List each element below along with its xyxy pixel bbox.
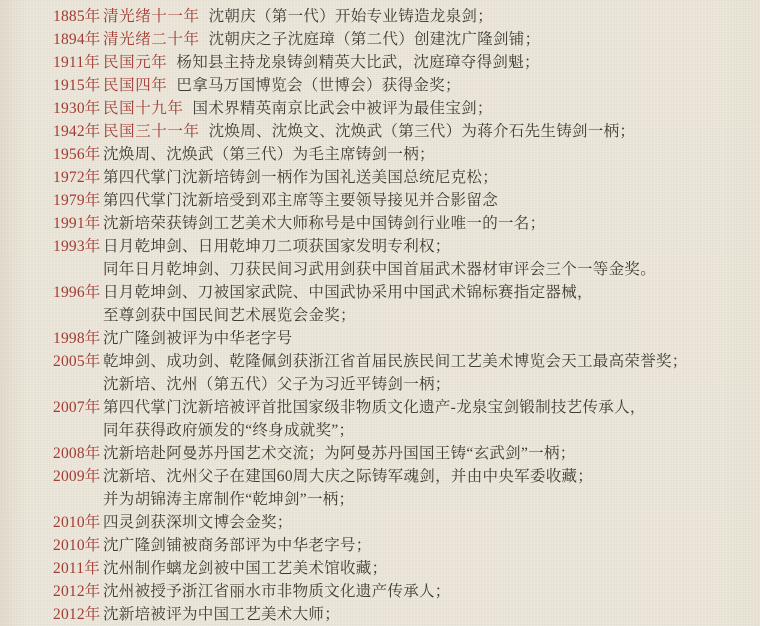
entry-text: 沈新培赴阿曼苏丹国艺术交流；为阿曼苏丹国国王铸“玄武剑”一柄； xyxy=(103,445,576,462)
entry-text: 日月乾坤剑、刀被国家武院、中国武协采用中国武术锦标赛指定器械， xyxy=(103,284,593,301)
entry-year: 2009年 xyxy=(53,468,101,485)
timeline-entry xyxy=(53,304,760,327)
entry-text: 第四代掌门沈新培被评首批国家级非物质文化遗产-龙泉宝剑锻制技艺传承人， xyxy=(103,399,646,416)
entry-year: 1930年 xyxy=(53,100,101,117)
entry-year: 2005年 xyxy=(53,353,101,370)
entry-year: 1991年 xyxy=(53,215,101,232)
entry-year: 2007年 xyxy=(53,399,101,416)
timeline-entry xyxy=(53,74,760,97)
timeline-entry xyxy=(53,580,760,603)
entry-text: 乾坤剑、成功剑、乾隆佩剑获浙江省首届民族民间工艺美术博览会天工最高荣誉奖； xyxy=(103,353,688,370)
entry-year: 2012年 xyxy=(53,583,101,600)
entry-text: 沈广隆剑铺被商务部评为中华老字号； xyxy=(103,537,372,554)
entry-text: 第四代掌门沈新培受到邓主席等主要领导接见并合影留念 xyxy=(103,192,499,209)
entry-era: 民国三十一年 xyxy=(103,123,200,140)
timeline-entry xyxy=(53,235,760,258)
entry-era: 民国四年 xyxy=(103,77,168,94)
entry-year: 1885年 xyxy=(53,8,101,25)
timeline-entry xyxy=(53,373,760,396)
entry-text: 沈新培荣获铸剑工艺美术大师称号是中国铸剑行业唯一的一名； xyxy=(103,215,546,232)
entry-text: 沈新培被评为中国工艺美术大师； xyxy=(103,606,341,623)
entry-year: 1996年 xyxy=(53,284,101,301)
entry-text: 沈焕周、沈焕武（第三代）为毛主席铸剑一柄； xyxy=(103,146,435,163)
entry-text: 沈州制作螭龙剑被中国工艺美术馆收藏； xyxy=(103,560,388,577)
timeline-entry xyxy=(53,557,760,580)
timeline-entry xyxy=(53,166,760,189)
entry-text: 巴拿马万国博览会（世博会）获得金奖； xyxy=(176,77,461,94)
timeline-list xyxy=(53,5,760,626)
entry-text: 至尊剑获中国民间艺术展览会金奖； xyxy=(103,307,356,324)
entry-year: 1915年 xyxy=(53,77,101,94)
entry-year: 2010年 xyxy=(53,537,101,554)
timeline-entry xyxy=(53,189,760,212)
entry-era: 清光绪二十年 xyxy=(103,31,200,48)
entry-year: 1993年 xyxy=(53,238,101,255)
entry-era: 民国十九年 xyxy=(103,100,184,117)
entry-year: 1956年 xyxy=(53,146,101,163)
entry-text: 杨知县主持龙泉铸剑精英大比武，沈庭璋夺得剑魁； xyxy=(176,54,540,71)
entry-text: 第四代掌门沈新培铸剑一柄作为国礼送美国总统尼克松； xyxy=(103,169,499,186)
entry-text: 四灵剑获深圳文博会金奖； xyxy=(103,514,293,531)
timeline-entry xyxy=(53,488,760,511)
entry-text: 沈焕周、沈焕文、沈焕武（第三代）为蒋介石先生铸剑一柄； xyxy=(208,123,636,140)
entry-text: 同年日月乾坤剑、刀获民间习武用剑获中国首届武术器材审评会三个一等金奖。 xyxy=(103,261,657,278)
timeline-entry xyxy=(53,51,760,74)
entry-text: 沈新培、沈州父子在建国60周大庆之际铸军魂剑，并由中央军委收藏； xyxy=(103,468,594,485)
entry-year: 2008年 xyxy=(53,445,101,462)
timeline-entry xyxy=(53,120,760,143)
entry-text: 沈新培、沈州（第五代）父子为习近平铸剑一柄； xyxy=(103,376,451,393)
entry-year: 2012年 xyxy=(53,606,101,623)
entry-text: 沈州被授予浙江省丽水市非物质文化遗产传承人； xyxy=(103,583,451,600)
timeline-entry xyxy=(53,603,760,626)
timeline-entry xyxy=(53,143,760,166)
timeline-entry xyxy=(53,419,760,442)
timeline-entry xyxy=(53,212,760,235)
timeline-entry xyxy=(53,396,760,419)
entry-year: 1972年 xyxy=(53,169,101,186)
entry-year: 1942年 xyxy=(53,123,101,140)
entry-year: 2011年 xyxy=(53,560,100,577)
entry-year: 1979年 xyxy=(53,192,101,209)
entry-text: 日月乾坤剑、日用乾坤刀二项获国家发明专利权； xyxy=(103,238,451,255)
timeline-entry xyxy=(53,534,760,557)
entry-text: 同年获得政府颁发的“终身成就奖”； xyxy=(103,422,355,439)
entry-year: 2010年 xyxy=(53,514,101,531)
entry-text: 并为胡锦涛主席制作“乾坤剑”一柄； xyxy=(103,491,355,508)
entry-text: 沈朝庆之子沈庭璋（第二代）创建沈广隆剑铺； xyxy=(208,31,541,48)
timeline-entry xyxy=(53,350,760,373)
timeline-entry xyxy=(53,281,760,304)
timeline-entry xyxy=(53,258,760,281)
entry-year: 1894年 xyxy=(53,31,101,48)
timeline-entry xyxy=(53,97,760,120)
timeline-entry xyxy=(53,442,760,465)
entry-text: 国术界精英南京比武会中被评为最佳宝剑； xyxy=(192,100,493,117)
entry-text: 沈广隆剑被评为中华老字号 xyxy=(103,330,293,347)
entry-year: 1998年 xyxy=(53,330,101,347)
timeline-entry xyxy=(53,5,760,28)
timeline-entry xyxy=(53,28,760,51)
entry-text: 沈朝庆（第一代）开始专业铸造龙泉剑； xyxy=(208,8,494,25)
timeline-entry xyxy=(53,511,760,534)
entry-era: 民国元年 xyxy=(103,54,168,71)
entry-era: 清光绪十一年 xyxy=(103,8,200,25)
entry-year: 1911年 xyxy=(53,54,100,71)
timeline-entry xyxy=(53,465,760,488)
timeline-entry xyxy=(53,327,760,350)
